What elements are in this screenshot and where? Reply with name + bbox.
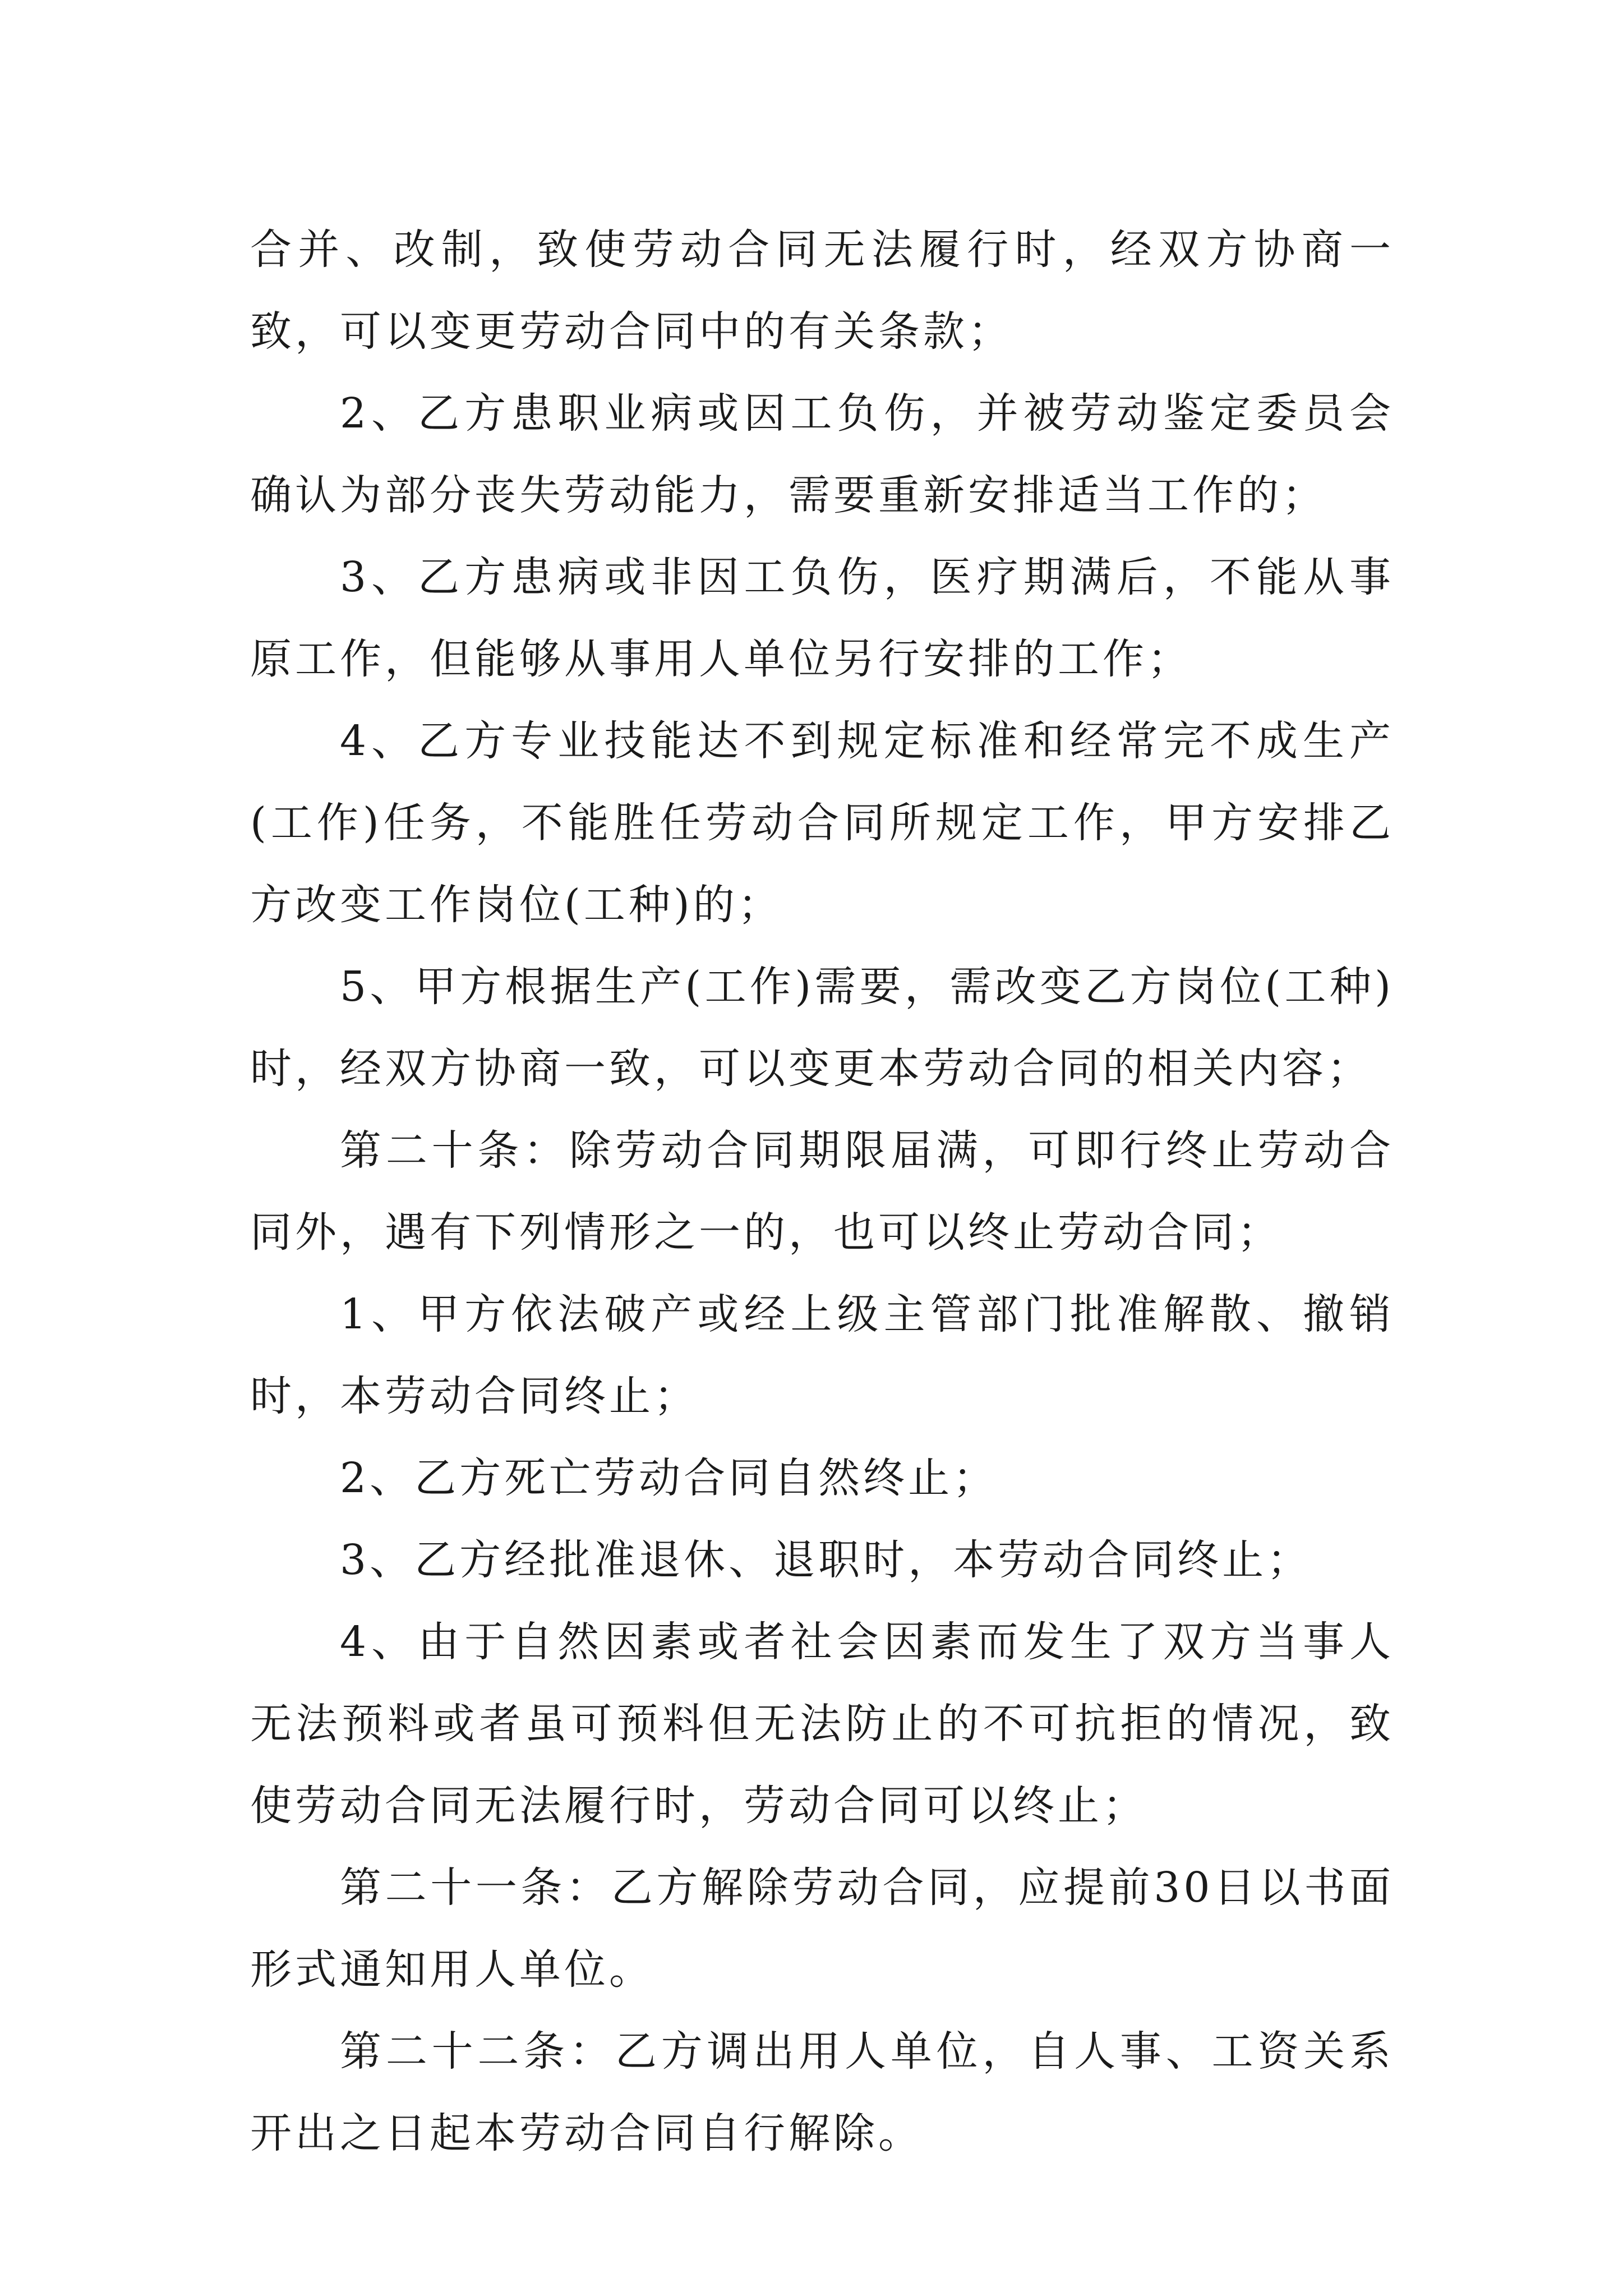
paragraph-article-22: 第二十二条：乙方调出用人单位，自人事、工资关系开出之日起本劳动合同自行解除。: [250, 2027, 1394, 2157]
document-body: [250, 209, 1394, 2174]
paragraph-article-21: 第二十一条：乙方解除劳动合同，应提前30日以书面形式通知用人单位。: [250, 1864, 1394, 1994]
paragraph-item-4-skills: 4、乙方专业技能达不到规定标准和经常完不成生产(工作)任务，不能胜任劳动合同所规定工作，甲方安排乙方改变工作岗位(工种)的；: [250, 717, 1394, 929]
paragraph-continuation: 合并、改制，致使劳动合同无法履行时，经双方协商一致，可以变更劳动合同中的有关条款；: [250, 226, 1394, 356]
paragraph-article-20-item-4: 4、由于自然因素或者社会因素而发生了双方当事人无法预料或者虽可预料但无法防止的不可抗拒的情况，致使劳动合同无法履行时，劳动合同可以终止；: [250, 1618, 1394, 1830]
paragraph-item-5-production-needs: 5、甲方根据生产(工作)需要，需改变乙方岗位(工种)时，经双方协商一致，可以变更本劳动合同的相关内容；: [250, 963, 1394, 1093]
paragraph-item-2-occupational-disease: 2、乙方患职业病或因工负伤，并被劳动鉴定委员会确认为部分丧失劳动能力，需要重新安排适当工作的；: [250, 389, 1394, 519]
paragraph-item-3-illness: 3、乙方患病或非因工负伤，医疗期满后，不能从事原工作，但能够从事用人单位另行安排的工作；: [250, 553, 1394, 683]
paragraph-article-20: 第二十条：除劳动合同期限届满，可即行终止劳动合同外，遇有下列情形之一的，也可以终止劳动合同；: [250, 1126, 1394, 1257]
paragraph-article-20-item-3: 3、乙方经批准退休、退职时，本劳动合同终止；: [340, 1536, 1312, 1584]
paragraph-article-20-item-1: 1、甲方依法破产或经上级主管部门批准解散、撤销时，本劳动合同终止；: [250, 1290, 1394, 1420]
paragraph-article-20-item-2: 2、乙方死亡劳动合同自然终止；: [340, 1454, 998, 1502]
